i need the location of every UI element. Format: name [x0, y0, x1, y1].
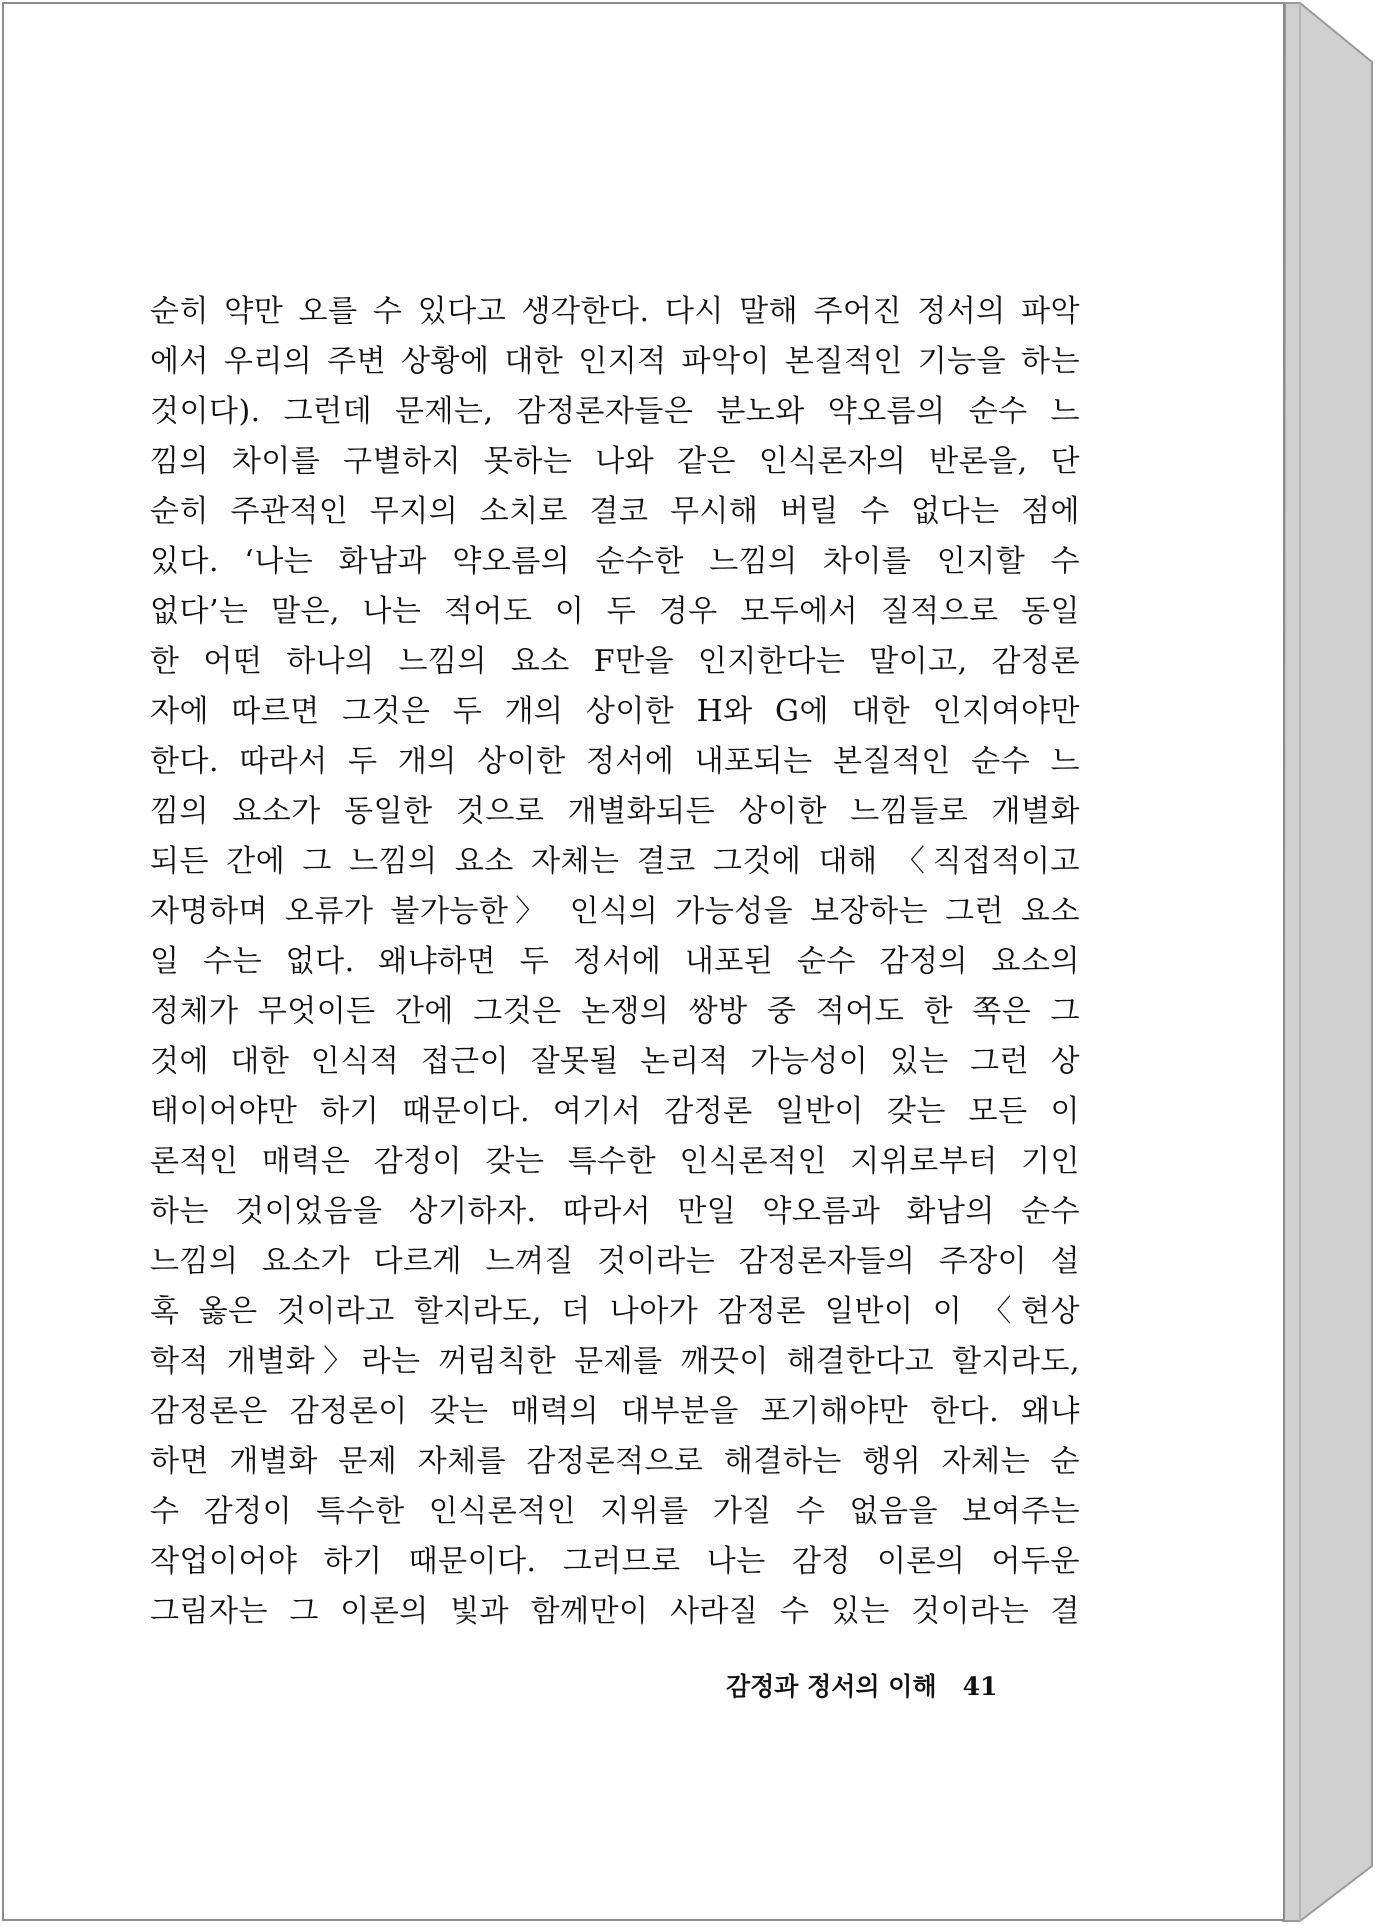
body-text — [150, 287, 1080, 1637]
text-line: 없다’는 말은, 나는 적어도 이 두 경우 모두에서 질적으로 동일 — [150, 594, 1080, 629]
text-line: 혹 옳은 것이라고 할지라도, 더 나아가 감정론 일반이 이 〈현상 — [150, 1294, 1080, 1329]
text-line: 하는 것이었음을 상기하자. 따라서 만일 약오름과 화남의 순수 — [150, 1194, 1080, 1229]
text-line: 학적 개별화〉라는 꺼림칙한 문제를 깨끗이 해결한다고 할지라도, — [150, 1344, 1080, 1379]
text-line: 자에 따르면 그것은 두 개의 상이한 H와 G에 대한 인지여야만 — [150, 694, 1080, 729]
text-line: 되든 간에 그 느낌의 요소 자체는 결코 그것에 대해 〈직접적이고 — [150, 844, 1080, 879]
text-line: 낌의 차이를 구별하지 못하는 나와 같은 인식론자의 반론을, 단 — [150, 444, 1080, 479]
text-line: 작업이어야 하기 때문이다. 그러므로 나는 감정 이론의 어두운 — [150, 1544, 1080, 1579]
text-line: 순히 주관적인 무지의 소치로 결코 무시해 버릴 수 없다는 점에 — [150, 494, 1080, 529]
text-line: 에서 우리의 주변 상황에 대한 인지적 파악이 본질적인 기능을 하는 — [150, 344, 1080, 379]
text-line: 하면 개별화 문제 자체를 감정론적으로 해결하는 행위 자체는 순 — [150, 1444, 1080, 1479]
text-line: 감정론은 감정론이 갖는 매력의 대부분을 포기해야만 한다. 왜냐 — [150, 1394, 1080, 1429]
text-line: 낌의 요소가 동일한 것으로 개별화되든 상이한 느낌들로 개별화 — [150, 794, 1080, 829]
text-line: 론적인 매력은 감정이 갖는 특수한 인식론적인 지위로부터 기인 — [150, 1144, 1080, 1179]
text-line: 한 어떤 하나의 느낌의 요소 F만을 인지한다는 말이고, 감정론 — [150, 644, 1080, 679]
text-line: 그림자는 그 이론의 빛과 함께만이 사라질 수 있는 것이라는 결 — [150, 1594, 1080, 1629]
text-line: 한다. 따라서 두 개의 상이한 정서에 내포되는 본질적인 순수 느 — [150, 744, 1080, 779]
running-title: 감정과 정서의 이해 — [726, 1672, 937, 1701]
page-number: 41 — [962, 1672, 998, 1701]
text-line: 것에 대한 인식적 접근이 잘못될 논리적 가능성이 있는 그런 상 — [150, 1044, 1080, 1079]
text-line: 순히 약만 오를 수 있다고 생각한다. 다시 말해 주어진 정서의 파악 — [150, 294, 1080, 329]
text-line: 수 감정이 특수한 인식론적인 지위를 가질 수 없음을 보여주는 — [150, 1494, 1080, 1529]
text-line: 자명하며 오류가 불가능한〉 인식의 가능성을 보장하는 그런 요소 — [150, 894, 1080, 929]
text-line: 일 수는 없다. 왜냐하면 두 정서에 내포된 순수 감정의 요소의 — [150, 944, 1080, 979]
page-footer — [726, 1667, 997, 1703]
text-line: 것이다). 그런데 문제는, 감정론자들은 분노와 약오름의 순수 느 — [150, 394, 1080, 429]
text-line: 정체가 무엇이든 간에 그것은 논쟁의 쌍방 중 적어도 한 쪽은 그 — [150, 994, 1080, 1029]
text-line: 느낌의 요소가 다르게 느껴질 것이라는 감정론자들의 주장이 설 — [150, 1244, 1080, 1279]
text-line: 태이어야만 하기 때문이다. 여기서 감정론 일반이 갖는 모든 이 — [150, 1094, 1080, 1129]
text-line: 있다. ‘나는 화남과 약오름의 순수한 느낌의 차이를 인지할 수 — [150, 544, 1080, 579]
